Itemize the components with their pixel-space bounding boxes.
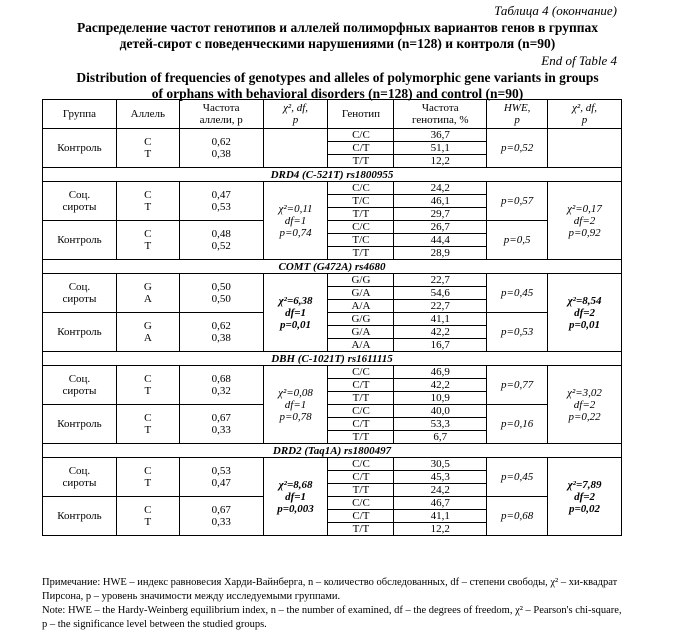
genotype-freq-cell: 16,7 [394,339,487,352]
header-allele-freq-l1: Частота [202,102,240,114]
genotype-freq-cell: 42,2 [394,326,487,339]
genotype-cell: C/T [328,471,394,484]
genotype-cell: C/C [328,458,394,471]
header-group: Группа [43,100,117,129]
genotype-cell: G/G [328,313,394,326]
allele-freq-cell: 0,48 0,52 [179,221,263,260]
chi-allele-cell: χ²=0,11 df=1 p=0,74 [263,182,328,260]
section-header [43,260,622,274]
genotype-cell: C/T [328,379,394,392]
hwe-cell: p=0,16 [487,405,548,444]
table-caption-ru: Таблица 4 (окончание) [494,3,617,18]
genotype-freq-cell: 36,7 [394,129,487,142]
allele-cell: G A [116,274,179,313]
genotype-freq-cell: 6,7 [394,431,487,444]
genotype-freq-cell: 41,1 [394,313,487,326]
allele-cell: C T [116,182,179,221]
hwe-cell: p=0,45 [487,458,548,497]
genotype-cell: C/C [328,497,394,510]
genotype-cell: T/T [328,523,394,536]
genotype-freq-cell: 10,9 [394,392,487,405]
group-cell: Соц. сироты [43,274,117,313]
table-title-en-line2: of orphans with behavioral disorders (n=128) and control (n=90) [151,86,524,101]
genotype-cell: C/T [328,142,394,155]
group-cell: Контроль [43,221,117,260]
genotype-cell: G/A [328,326,394,339]
chi-allele-cell [263,129,328,168]
group-cell: Контроль [43,405,117,444]
hwe-cell: p=0,77 [487,366,548,405]
header-chi-allele-l1: χ², df, [283,102,309,114]
genotype-freq-cell: 29,7 [394,208,487,221]
hwe-cell: p=0,52 [487,129,548,168]
table-row [43,405,622,418]
hwe-cell: p=0,45 [487,274,548,313]
header-chi-genotype-l2: p [581,114,588,126]
hwe-cell: p=0,57 [487,182,548,221]
gene-title: DBH (C-1021T) rs1611115 [43,352,622,366]
allele-freq-cell: 0,47 0,53 [179,182,263,221]
genotype-freq-cell: 22,7 [394,274,487,287]
allele-cell: C T [116,405,179,444]
header-hwe-l1: HWE, [503,102,531,114]
header-allele: Аллель [116,100,179,129]
genotype-cell: G/A [328,287,394,300]
note-ru: Примечание: HWE – индекс равновесия Харди-Вайнберга, n – количество обследованных, df – степени свободы, χ² – хи-квадрат Пирсона, p – уровень значимости между исследуемыми группами. [42,577,618,602]
header-chi-allele [263,100,328,129]
header-genotype-freq-l1: Частота [421,102,459,114]
genotype-freq-cell: 51,1 [394,142,487,155]
allele-freq-cell: 0,67 0,33 [179,497,263,536]
section-header [43,352,622,366]
genotype-cell: T/T [328,484,394,497]
gene-title: COMT (G472A) rs4680 [43,260,622,274]
genotype-freq-cell: 40,0 [394,405,487,418]
allele-cell: C T [116,366,179,405]
genotype-cell: C/C [328,221,394,234]
allele-freq-cell: 0,53 0,47 [179,458,263,497]
group-cell: Контроль [43,313,117,352]
table-row [43,366,622,379]
genotype-cell: T/T [328,155,394,168]
chi-genotype-cell [548,129,622,168]
chi-genotype-cell: χ²=0,17 df=2 p=0,92 [548,182,622,260]
genotype-cell: T/T [328,431,394,444]
genotype-cell: G/G [328,274,394,287]
hwe-cell: p=0,68 [487,497,548,536]
section-header [43,168,622,182]
table-row [43,313,622,326]
allele-cell: G A [116,313,179,352]
genotype-cell: C/T [328,510,394,523]
genotype-freq-cell: 53,3 [394,418,487,431]
genotype-cell: T/C [328,234,394,247]
genotype-cell: C/C [328,405,394,418]
genotype-freq-cell: 46,1 [394,195,487,208]
genotype-freq-cell: 46,7 [394,497,487,510]
genotype-freq-cell: 24,2 [394,182,487,195]
group-cell: Соц. сироты [43,182,117,221]
group-cell: Контроль [43,497,117,536]
table-title-en-line1: Distribution of frequencies of genotypes and alleles of polymorphic gene variants in groups [76,70,599,85]
table-title-ru-line1: Распределение частот генотипов и аллелей полиморфных вариантов генов в группах [76,20,599,35]
genotype-freq-cell: 24,2 [394,484,487,497]
genotype-cell: C/C [328,129,394,142]
genotype-cell: T/T [328,247,394,260]
chi-allele-cell: χ²=0,08 df=1 p=0,78 [263,366,328,444]
chi-genotype-cell: χ²=8,54 df=2 p=0,01 [548,274,622,352]
chi-genotype-cell: χ²=3,02 df=2 p=0,22 [548,366,622,444]
allele-cell: C T [116,458,179,497]
allele-freq-cell: 0,62 0,38 [179,313,263,352]
header-allele-freq [179,100,263,129]
table-row [43,182,622,195]
header-chi-genotype-l1: χ², df, [572,102,598,114]
header-genotype-freq-l2: генотипа, % [411,114,469,126]
header-chi-genotype [548,100,622,129]
allele-cell: C T [116,129,179,168]
genotype-table [42,99,622,536]
allele-freq-cell: 0,68 0,32 [179,366,263,405]
genotype-freq-cell: 45,3 [394,471,487,484]
genotype-freq-cell: 28,9 [394,247,487,260]
genotype-freq-cell: 22,7 [394,300,487,313]
genotype-cell: T/C [328,195,394,208]
header-genotype: Генотип [328,100,394,129]
genotype-freq-cell: 46,9 [394,366,487,379]
genotype-freq-cell: 30,5 [394,458,487,471]
allele-freq-cell: 0,67 0,33 [179,405,263,444]
gene-title: DRD2 (Taq1A) rs1800497 [43,444,622,458]
group-cell: Соц. сироты [43,366,117,405]
table-row [43,221,622,234]
table-row [43,497,622,510]
group-cell: Контроль [43,129,117,168]
genotype-cell: A/A [328,300,394,313]
genotype-cell: A/A [328,339,394,352]
header-genotype-freq [394,100,487,129]
table-row [43,458,622,471]
allele-cell: C T [116,221,179,260]
hwe-cell: p=0,53 [487,313,548,352]
genotype-freq-cell: 12,2 [394,155,487,168]
table-row [43,274,622,287]
genotype-freq-cell: 42,2 [394,379,487,392]
table-row [43,129,622,142]
group-cell: Соц. сироты [43,458,117,497]
allele-freq-cell: 0,62 0,38 [179,129,263,168]
gene-title: DRD4 (C-521T) rs1800955 [43,168,622,182]
genotype-cell: T/T [328,208,394,221]
header-chi-allele-l2: p [292,114,299,126]
genotype-freq-cell: 44,4 [394,234,487,247]
genotype-freq-cell: 54,6 [394,287,487,300]
chi-allele-cell: χ²=8,68 df=1 p=0,003 [263,458,328,536]
chi-genotype-cell: χ²=7,89 df=2 p=0,02 [548,458,622,536]
allele-cell: C T [116,497,179,536]
genotype-cell: C/C [328,182,394,195]
genotype-freq-cell: 26,7 [394,221,487,234]
note-en: Note: HWE – the Hardy-Weinberg equilibrium index, n – the number of examined, df – the degrees of freedom, χ² – Pearson's chi-square, p – the significance level between the studied groups. [42,605,622,630]
hwe-cell: p=0,5 [487,221,548,260]
chi-allele-cell: χ²=6,38 df=1 p=0,01 [263,274,328,352]
header-row [43,100,622,129]
genotype-cell: C/C [328,366,394,379]
genotype-cell: T/T [328,392,394,405]
header-hwe [487,100,548,129]
genotype-freq-cell: 12,2 [394,523,487,536]
genotype-cell: C/T [328,418,394,431]
table-caption-en: End of Table 4 [541,53,617,68]
section-header [43,444,622,458]
genotype-freq-cell: 41,1 [394,510,487,523]
header-allele-freq-l2: аллели, р [199,114,243,126]
table-title-ru-line2: детей-сирот с поведенческими нарушениями (n=128) и контроля (n=90) [119,36,556,51]
header-hwe-l2: p [514,114,520,126]
allele-freq-cell: 0,50 0,50 [179,274,263,313]
